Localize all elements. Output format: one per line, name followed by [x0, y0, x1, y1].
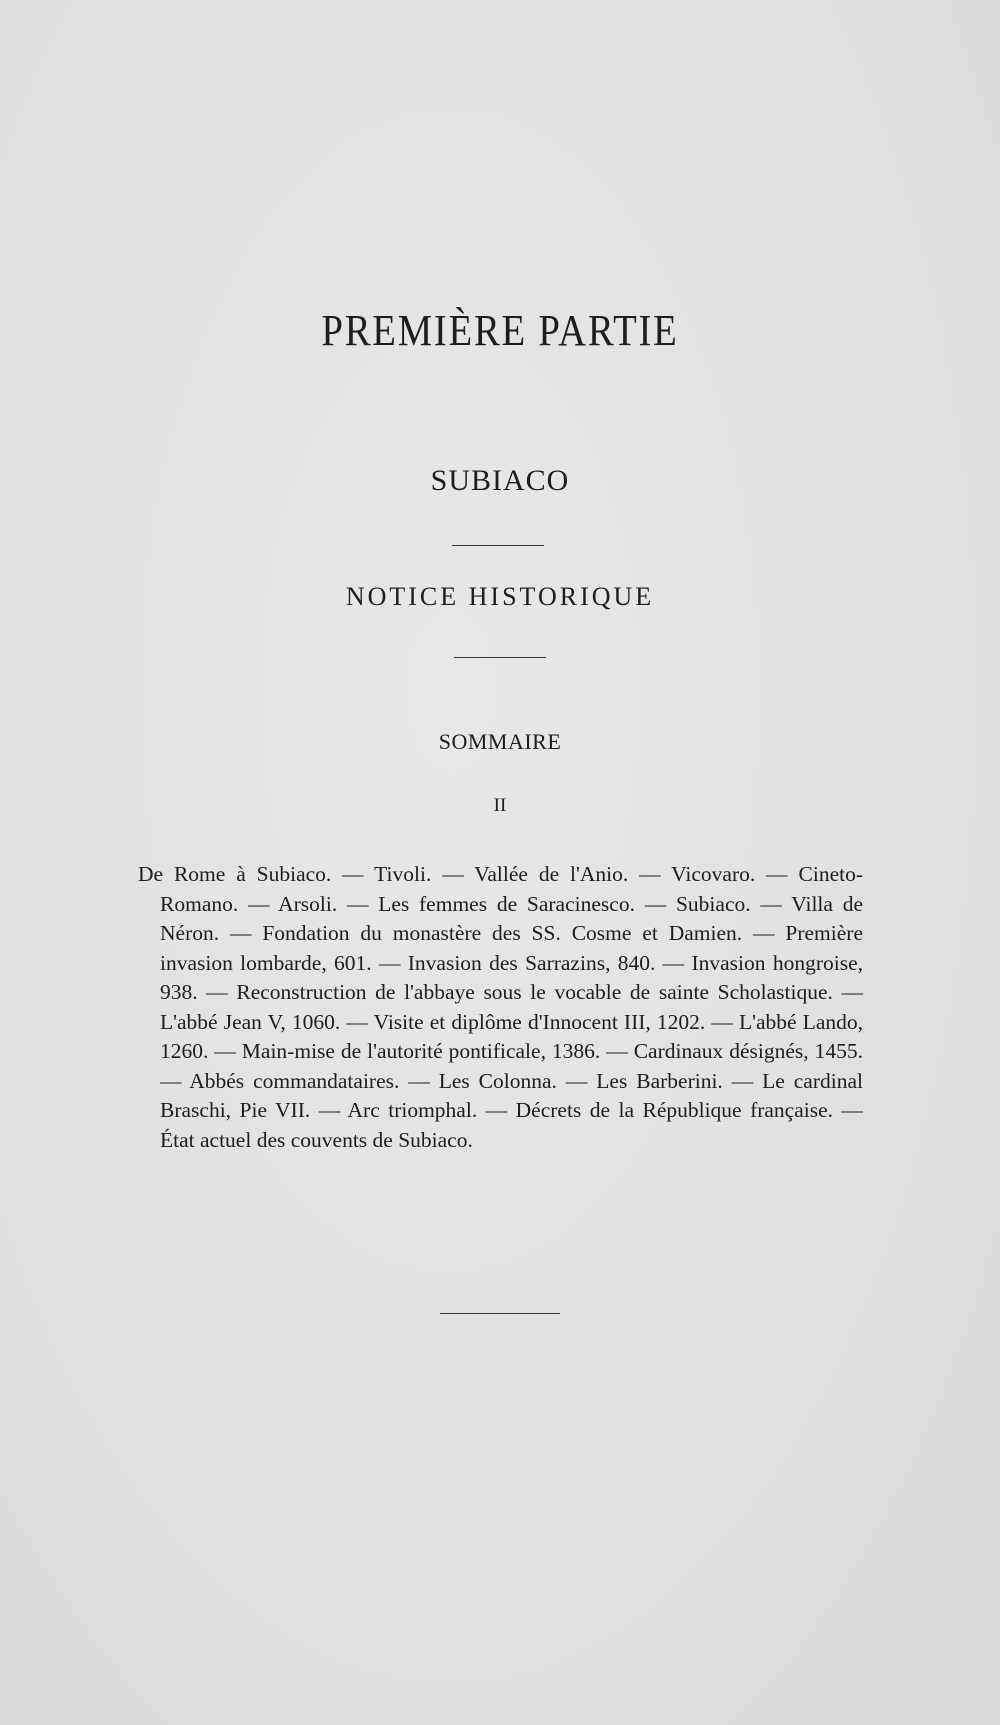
chapter-number: II	[493, 795, 507, 816]
closing-rule	[440, 1313, 560, 1314]
divider-rule	[452, 545, 544, 546]
place-title: SUBIACO	[430, 464, 570, 497]
summary-title: SOMMAIRE	[438, 729, 562, 754]
summary-text: De Rome à Subiaco. — Tivoli. — Vallée de l'Anio. — Vicovaro. — Cineto-Romano. — Arsoli. — Les femmes de Saracinesco. — Subiaco. — Villa de Néron. — Fondation du monastère des SS. Cosme et Damien. — Première invasion lombarde, 601. — Invasion des Sarrazins, 840. — Invasion hongroise, 938. — Reconstruction de l'abbaye sous le vocable de sainte Scholastique. — L'abbé Jean V, 1060. — Visite et diplôme d'Innocent III, 1202. — L'abbé Lando, 1260. — Main-mise de l'autorité pontificale, 1386. — Cardinaux désignés, 1455. — Abbés commandataires. — Les Colonna. — Les Barberini. — Le cardinal Braschi, Pie VII. — Arc triomphal. — Décrets de la République française. — État actuel des couvents de Subiaco.	[138, 862, 863, 1152]
part-title: PREMIÈRE PARTIE	[321, 306, 679, 355]
divider-rule	[454, 657, 546, 658]
summary-paragraph	[138, 860, 863, 1155]
notice-title: NOTICE HISTORIQUE	[345, 582, 655, 611]
